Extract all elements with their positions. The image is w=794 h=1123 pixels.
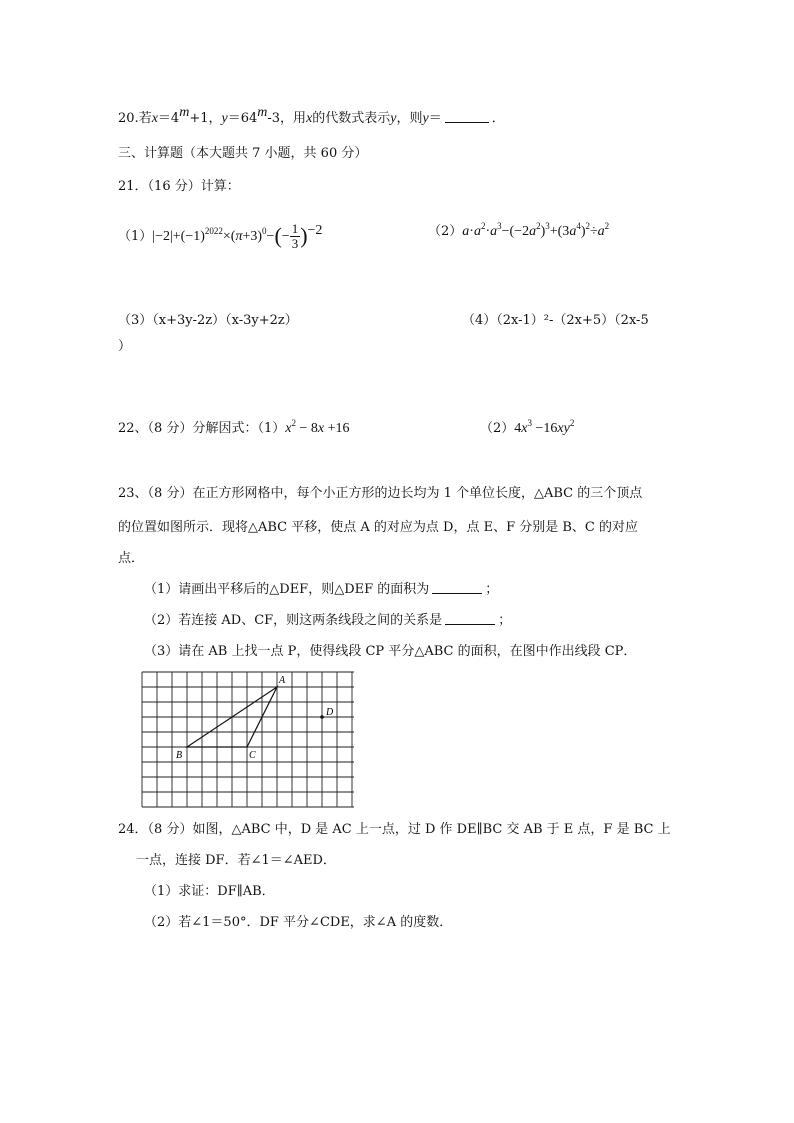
q24-sub1: （1）求证：DF∥AB． [144,884,275,899]
section-title: 三、计算题（本大题共 7 小题，共 60 分） [118,146,368,161]
q23-line2: 的位置如图所示．现将△ABC 平移，使点 A 的对应为点 D，点 E、F 分别是 B、C 的对应 [118,520,639,535]
q21-part3: （3）（x+3y-2z）（x-3y+2z） [118,313,298,328]
answer-blank[interactable] [432,581,482,594]
point-d [320,715,324,719]
grid-lines [142,672,354,807]
q24-sub2: （2）若∠1＝50°．DF 平分∠CDE，求∠A 的度数． [144,915,453,930]
q24-line2: 一点，连接 DF．若∠1＝∠AED． [136,853,336,868]
q23-sub2: （2）若连接 AD、CF，则这两条线段之间的关系是 ； [144,613,512,628]
q22-part2: $(2)4x^3 -16xy^2$ [480,418,575,436]
q21-part4: （4）（2x-1）²-（2x+5）（2x-5 [462,313,649,328]
q23-sub1: （1）请画出平移后的△DEF，则△DEF 的面积为 ； [144,582,499,597]
q24-line1: 24．（8 分）如图，△ABC 中，D 是 AC 上一点，过 D 作 DE∥BC 交 AB 于 E 点，F 是 BC 上 [118,822,671,837]
answer-blank[interactable] [445,612,495,625]
fraction-one-third: $\frac{1}{3}$ [291,221,299,251]
q21-part2: $(2)a\cdot a^2\cdot a^3-(-2a^2)^3+(3a^4)^2\div a^2$ [428,221,610,239]
grid-figure [141,671,356,811]
q23-line3: 点． [118,551,145,566]
label-d: D [326,707,334,718]
q21-header: 21．（16 分）计算： [118,179,240,194]
q20-line: 20.若$x=4^m+1$，$y=64^m-3$，用x的代数式表示y，则y＝ ． [118,105,505,126]
q22-line: 22、（8 分）分解因式：$(1)x^2 - 8x +16$ [118,418,350,436]
answer-blank[interactable] [445,110,489,123]
label-b: B [176,750,183,761]
q21-part1: $(1)|-2|+(-1)^{2022}\times(\pi+3)^0-(-$ $\frac{1}{3}$ )$^{-2}$ [118,221,323,251]
q23-sub3: （3）请在 AB 上找一点 P，使得线段 CP 平分△ABC 的面积，在图中作出线段 CP． [144,644,637,659]
label-c: C [249,750,256,761]
q23-line1: 23、（8 分）在正方形网格中，每个小正方形的边长均为 1 个单位长度，△ABC 的三个顶点 [118,486,643,501]
label-a: A [279,675,286,686]
q21-part4-cont: ） [118,339,132,354]
